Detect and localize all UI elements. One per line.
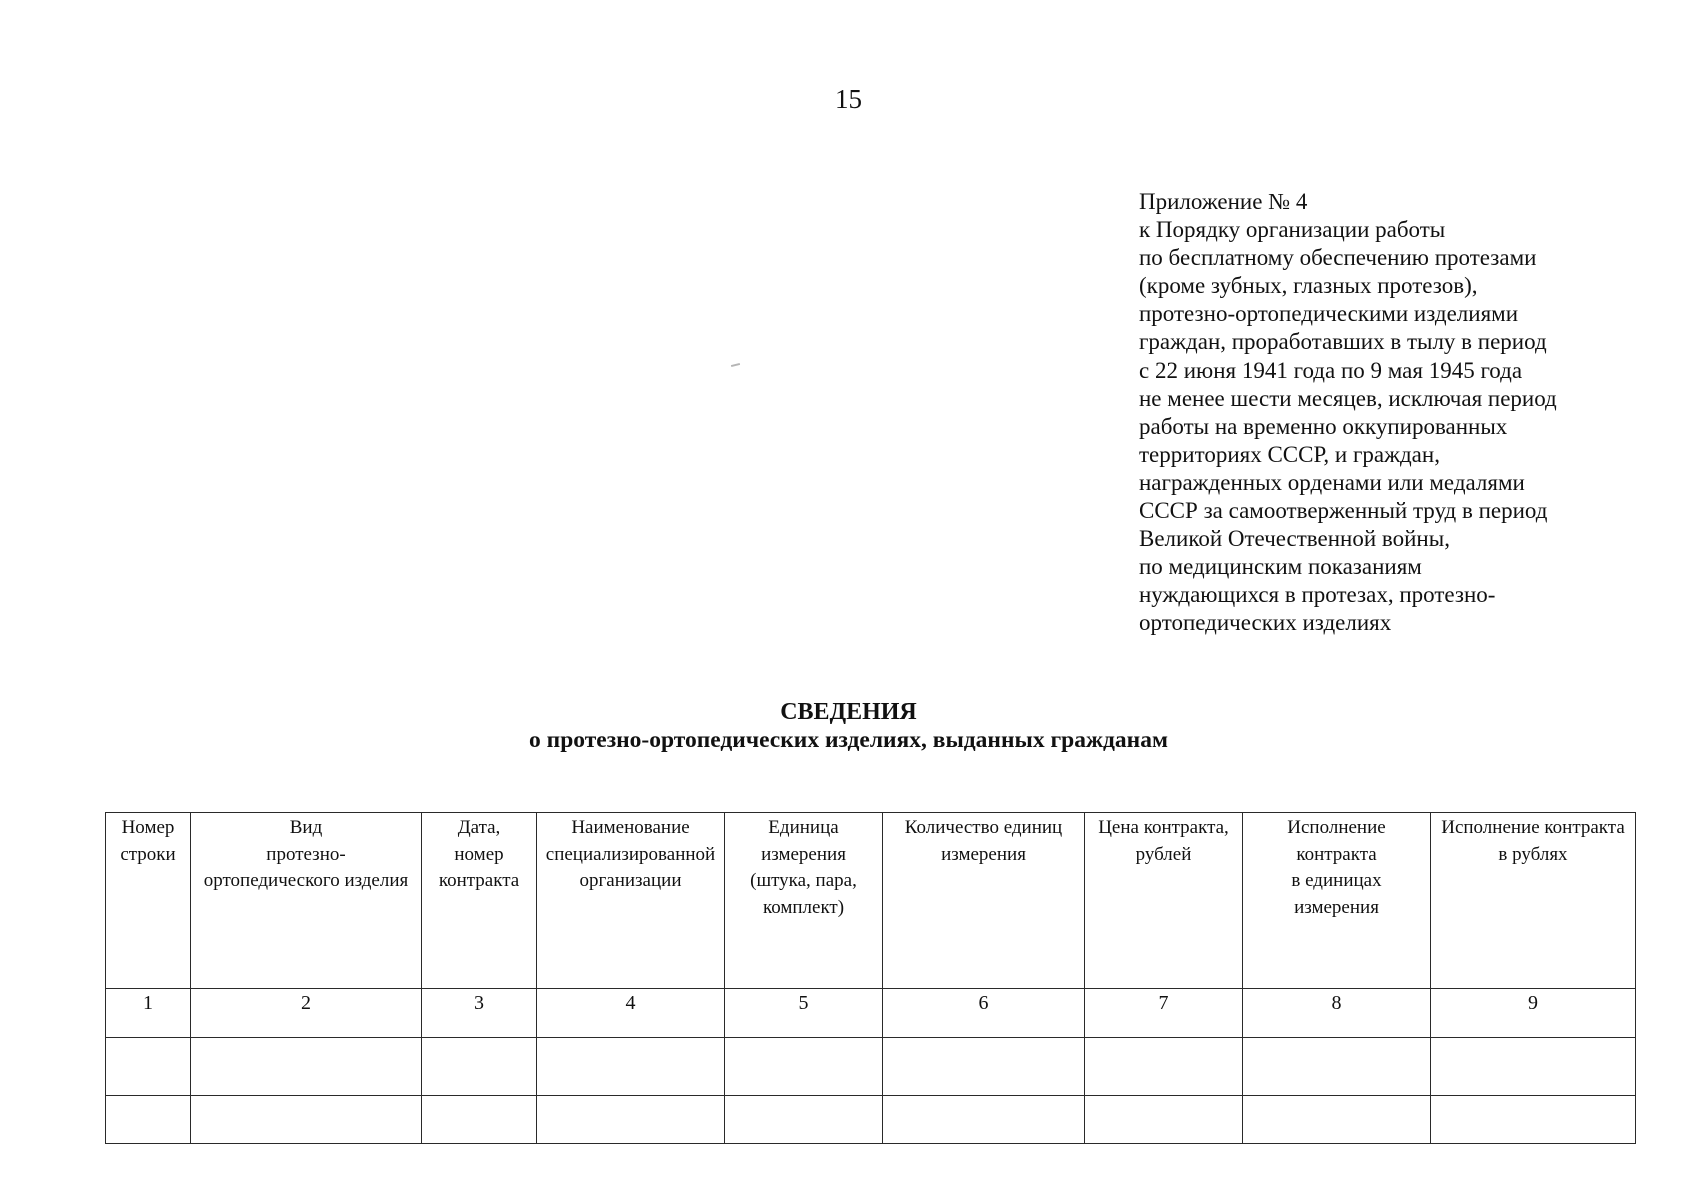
header-cell-execution-units: Исполнение контракта в единицах измерения	[1243, 813, 1431, 989]
appendix-line: (кроме зубных, глазных протезов),	[1139, 273, 1478, 299]
document-title: СВЕДЕНИЯ	[780, 699, 917, 725]
column-number-cell: 8	[1243, 989, 1431, 1038]
table-cell	[1431, 1096, 1636, 1144]
column-number-cell: 7	[1085, 989, 1243, 1038]
header-cell-quantity: Количество единиц измерения	[883, 813, 1085, 989]
data-table	[105, 812, 1636, 1144]
header-cell-product-type: Вид протезно- ортопедического изделия	[191, 813, 422, 989]
table-cell	[422, 1096, 537, 1144]
table-cell	[1431, 1038, 1636, 1096]
table-cell	[725, 1038, 883, 1096]
appendix-line: работы на временно оккупированных	[1139, 413, 1508, 439]
table-cell	[106, 1038, 191, 1096]
column-number-cell: 6	[883, 989, 1085, 1038]
scan-mark	[731, 363, 740, 367]
appendix-line: нуждающихся в протезах, протезно-	[1139, 582, 1496, 608]
header-cell-unit-of-measure: Единица измерения (штука, пара, комплект)	[725, 813, 883, 989]
header-cell-organization-name: Наименование специализированной организации	[537, 813, 725, 989]
appendix-line: к Порядку организации работы	[1139, 217, 1446, 243]
column-number-cell: 5	[725, 989, 883, 1038]
table-row	[106, 1096, 1636, 1144]
table-cell	[1243, 1038, 1431, 1096]
header-cell-execution-rubles: Исполнение контракта в рублях	[1431, 813, 1636, 989]
table-cell	[1243, 1096, 1431, 1144]
appendix-line: ортопедических изделиях	[1139, 610, 1392, 636]
table-cell	[1085, 1096, 1243, 1144]
header-cell-contract-price: Цена контракта, рублей	[1085, 813, 1243, 989]
table-cell	[191, 1038, 422, 1096]
column-number-cell: 3	[422, 989, 537, 1038]
appendix-line: по бесплатному обеспечению протезами	[1139, 245, 1537, 271]
table-cell	[1085, 1038, 1243, 1096]
header-cell-contract-date-number: Дата, номер контракта	[422, 813, 537, 989]
document-subtitle: о протезно-ортопедических изделиях, выданных гражданам	[529, 727, 1168, 753]
appendix-note	[1139, 188, 1609, 638]
appendix-line: территориях СССР, и граждан,	[1139, 441, 1440, 467]
table-cell	[883, 1096, 1085, 1144]
appendix-line: протезно-ортопедическими изделиями	[1139, 301, 1519, 327]
appendix-line: граждан, проработавших в тылу в период	[1139, 329, 1547, 355]
column-number-row	[106, 989, 1636, 1038]
table-row	[106, 1038, 1636, 1096]
appendix-line: не менее шести месяцев, исключая период	[1139, 385, 1557, 411]
column-number-cell: 9	[1431, 989, 1636, 1038]
table-cell	[191, 1096, 422, 1144]
table-cell	[725, 1096, 883, 1144]
appendix-line: награжденных орденами или медалями	[1139, 469, 1525, 495]
column-number-cell: 1	[106, 989, 191, 1038]
appendix-line: Великой Отечественной войны,	[1139, 526, 1450, 552]
table-cell	[883, 1038, 1085, 1096]
column-number-cell: 2	[191, 989, 422, 1038]
table-cell	[106, 1096, 191, 1144]
table-header-row	[106, 813, 1636, 989]
table-cell	[537, 1038, 725, 1096]
appendix-line: по медицинским показаниям	[1139, 554, 1422, 580]
column-number-cell: 4	[537, 989, 725, 1038]
page-number: 15	[835, 84, 862, 114]
appendix-line: СССР за самоотверженный труд в период	[1139, 498, 1548, 524]
appendix-line: с 22 июня 1941 года по 9 мая 1945 года	[1139, 357, 1523, 383]
header-cell-row-number: Номер строки	[106, 813, 191, 989]
table-cell	[537, 1096, 725, 1144]
appendix-line: Приложение № 4	[1139, 189, 1308, 214]
table-cell	[422, 1038, 537, 1096]
